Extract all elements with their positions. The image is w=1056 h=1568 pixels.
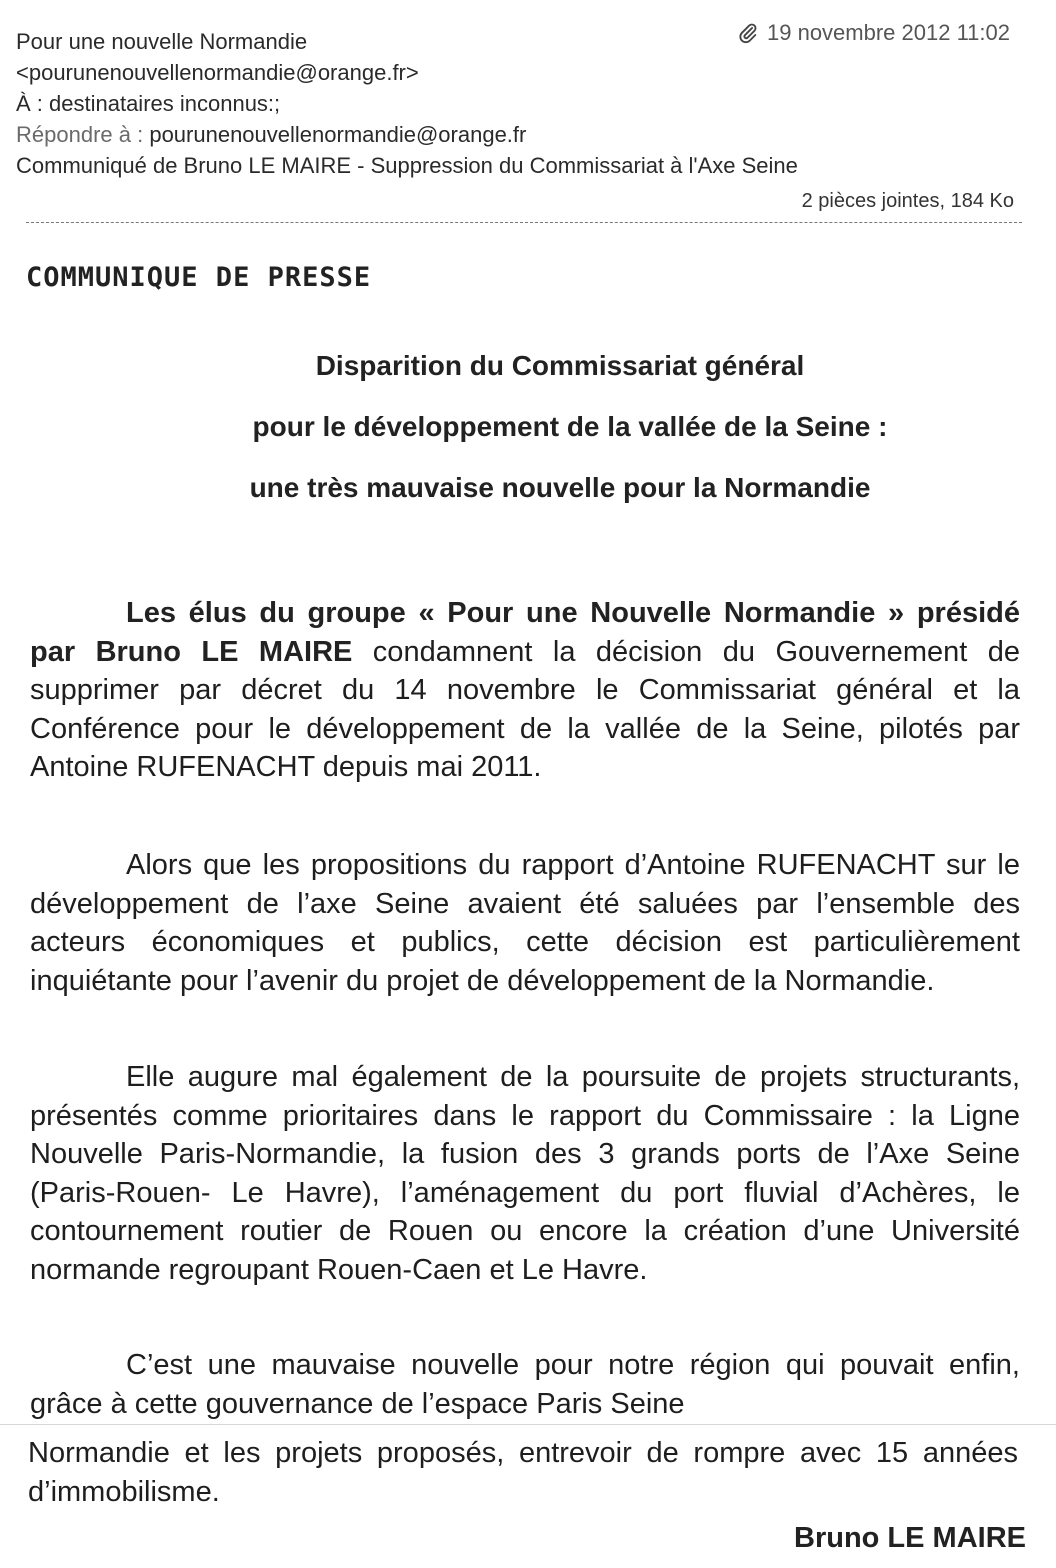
header-divider <box>26 222 1022 223</box>
headline-line-1: Disparition du Commissariat général <box>315 350 805 381</box>
page-fold-line <box>0 1424 1056 1425</box>
email-header <box>16 26 1016 181</box>
headline-line-3: une très mauvaise nouvelle pour la Normandie <box>249 472 871 503</box>
reply-to-label: Répondre à : <box>16 122 144 147</box>
paragraph-3-text: Elle augure mal également de la poursuite de projets structurants, présentés comme prioritaires dans le rapport du Commissaire : la Ligne Nouvelle Paris-Normandie, la fusion des 3 grands ports de l’Axe Seine (Paris-Rouen- Le Havre), l’aménagement du port fluvial d’Achères, le contournement routier de Rouen ou encore la création d’une Université normande regroupant Rouen-Caen et Le Havre. <box>30 1061 1020 1286</box>
press-release-label: COMMUNIQUE DE PRESSE <box>26 262 372 293</box>
email-subject: Communiqué de Bruno LE MAIRE - Suppression du Commissariat à l'Axe Seine <box>16 153 798 178</box>
attachments-info[interactable]: 2 pièces jointes, 184 Ko <box>801 190 1014 212</box>
paragraph-2-text: Alors que les propositions du rapport d’Antoine RUFENACHT sur le développement de l’axe Seine avaient été saluées par l’ensemble des acteurs économiques et publics, cette décision est particulièrement inquiétante pour l’avenir du projet de développement de la Normandie. <box>30 849 1020 997</box>
signature: Bruno LE MAIRE <box>794 1522 1026 1554</box>
paragraph-4 <box>30 1346 1020 1423</box>
paragraph-3 <box>30 1058 1020 1289</box>
paragraph-4-continued: Normandie et les projets proposés, entrevoir de rompre avec 15 années d’immobilisme. <box>28 1437 1018 1508</box>
paperclip-icon <box>737 22 759 44</box>
reply-to-address[interactable]: pourunenouvellenormandie@orange.fr <box>149 122 527 147</box>
headline-line-2: pour le développement de la vallée de la Seine : <box>252 411 888 442</box>
email-date <box>737 20 1010 46</box>
date-text: 19 novembre 2012 11:02 <box>767 20 1010 45</box>
sender-name: Pour une nouvelle Normandie <box>16 29 308 54</box>
sender-address[interactable]: <pourunenouvellenormandie@orange.fr> <box>16 60 419 85</box>
paragraph-2 <box>30 846 1020 1000</box>
paragraph-4-text: C’est une mauvaise nouvelle pour notre région qui pouvait enfin, grâce à cette gouvernance de l’espace Paris Seine <box>30 1349 1020 1420</box>
paragraph-1-bold: Les élus du groupe « Pour une Nouvelle Normandie » présidé par Bruno LE MAIRE <box>30 597 1020 668</box>
paragraph-1 <box>30 594 1020 787</box>
recipients: À : destinataires inconnus:; <box>16 91 281 116</box>
paragraph-1-text: condamnent la décision du Gouvernement de supprimer par décret du 14 novembre le Commissariat général et la Conférence pour le développement de la vallée de la Seine, pilotés par Antoine RUFENACHT depuis mai 2011. <box>30 635 1020 783</box>
reply-to <box>16 119 1016 150</box>
